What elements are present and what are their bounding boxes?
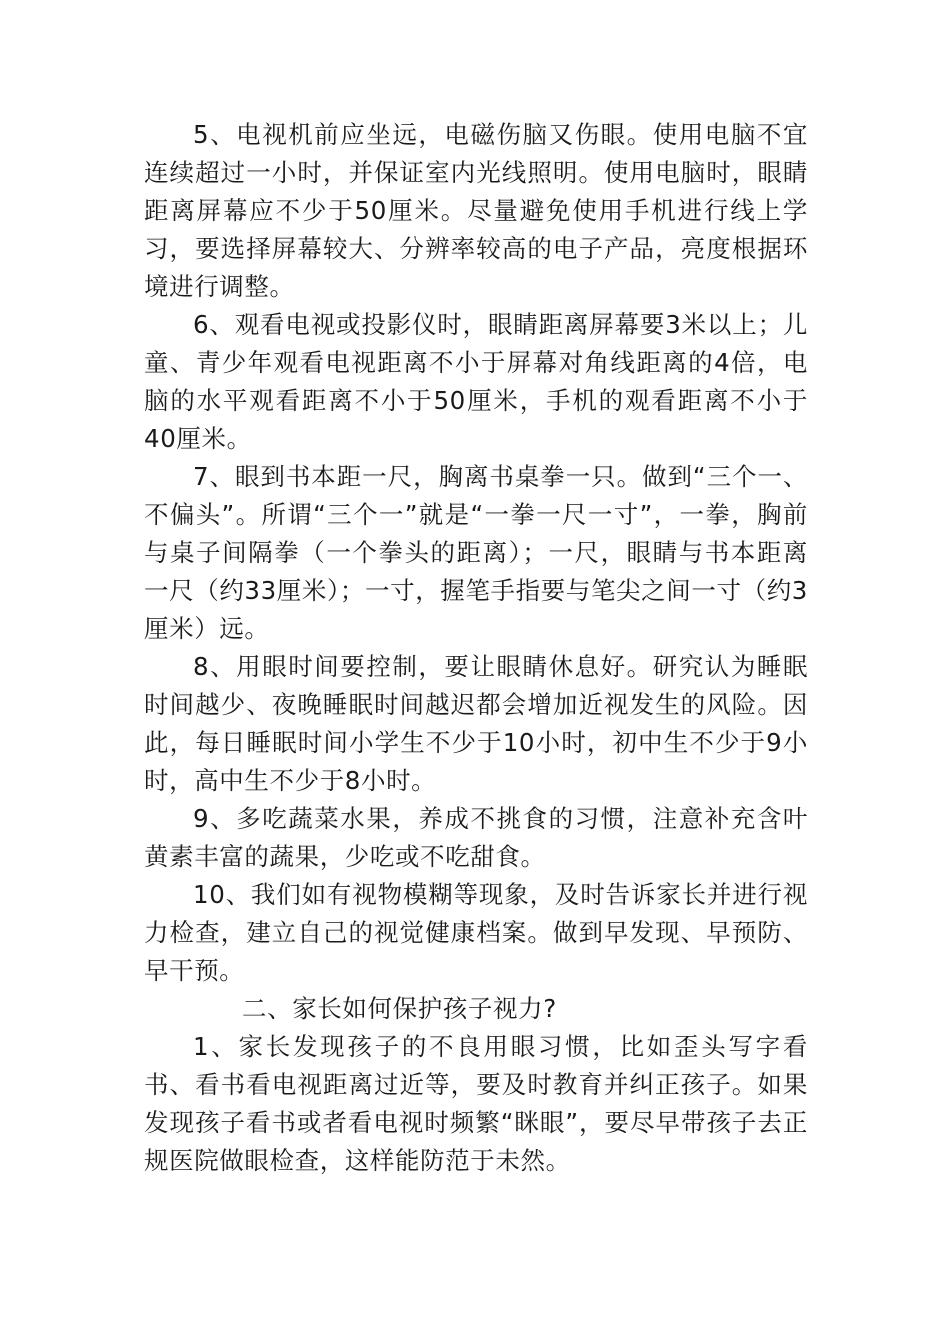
paragraph-item-8: 8、用眼时间要控制，要让眼睛休息好。研究认为睡眠时间越少、夜晚睡眠时间越迟都会增加近视发生的风险。因此，每日睡眠时间小学生不少于10小时，初中生不少于9小时，高中生不少于8小时。 bbox=[144, 652, 808, 795]
document-body bbox=[144, 116, 808, 1180]
paragraph-item-9: 9、多吃蔬菜水果，养成不挑食的习惯，注意补充含叶黄素丰富的蔬果，少吃或不吃甜食。 bbox=[144, 804, 808, 871]
section-heading: 二、家长如何保护孩子视力? bbox=[242, 994, 557, 1023]
paragraph-item-5: 5、电视机前应坐远，电磁伤脑又伤眼。使用电脑不宜连续超过一小时，并保证室内光线照明。使用电脑时，眼睛距离屏幕应不少于50厘米。尽量避免使用手机进行线上学习，要选择屏幕较大、分辨率较高的电子产品，亮度根据环境进行调整。 bbox=[144, 120, 808, 301]
parent-paragraph-1: 1、家长发现孩子的不良用眼习惯，比如歪头写字看书、看书看电视距离过近等，要及时教育并纠正孩子。如果发现孩子看书或者看电视时频繁“眯眼”，要尽早带孩子去正规医院做眼检查，这样能防范于未然。 bbox=[144, 1032, 808, 1175]
paragraph-item-6: 6、观看电视或投影仪时，眼睛距离屏幕要3米以上；儿童、青少年观看电视距离不小于屏幕对角线距离的4倍，电脑的水平观看距离不小于50厘米，手机的观看距离不小于40厘米。 bbox=[144, 310, 808, 453]
paragraph-item-7: 7、眼到书本距一尺，胸离书桌拳一只。做到“三个一、不偏头”。所谓“三个一”就是“一拳一尺一寸”，一拳，胸前与桌子间隔拳（一个拳头的距离）；一尺，眼睛与书本距离一尺（约33厘米）；一寸，握笔手指要与笔尖之间一寸（约3厘米）远。 bbox=[144, 462, 808, 643]
paragraph-item-10: 10、我们如有视物模糊等现象，及时告诉家长并进行视力检查，建立自己的视觉健康档案。做到早发现、早预防、早干预。 bbox=[144, 880, 808, 985]
